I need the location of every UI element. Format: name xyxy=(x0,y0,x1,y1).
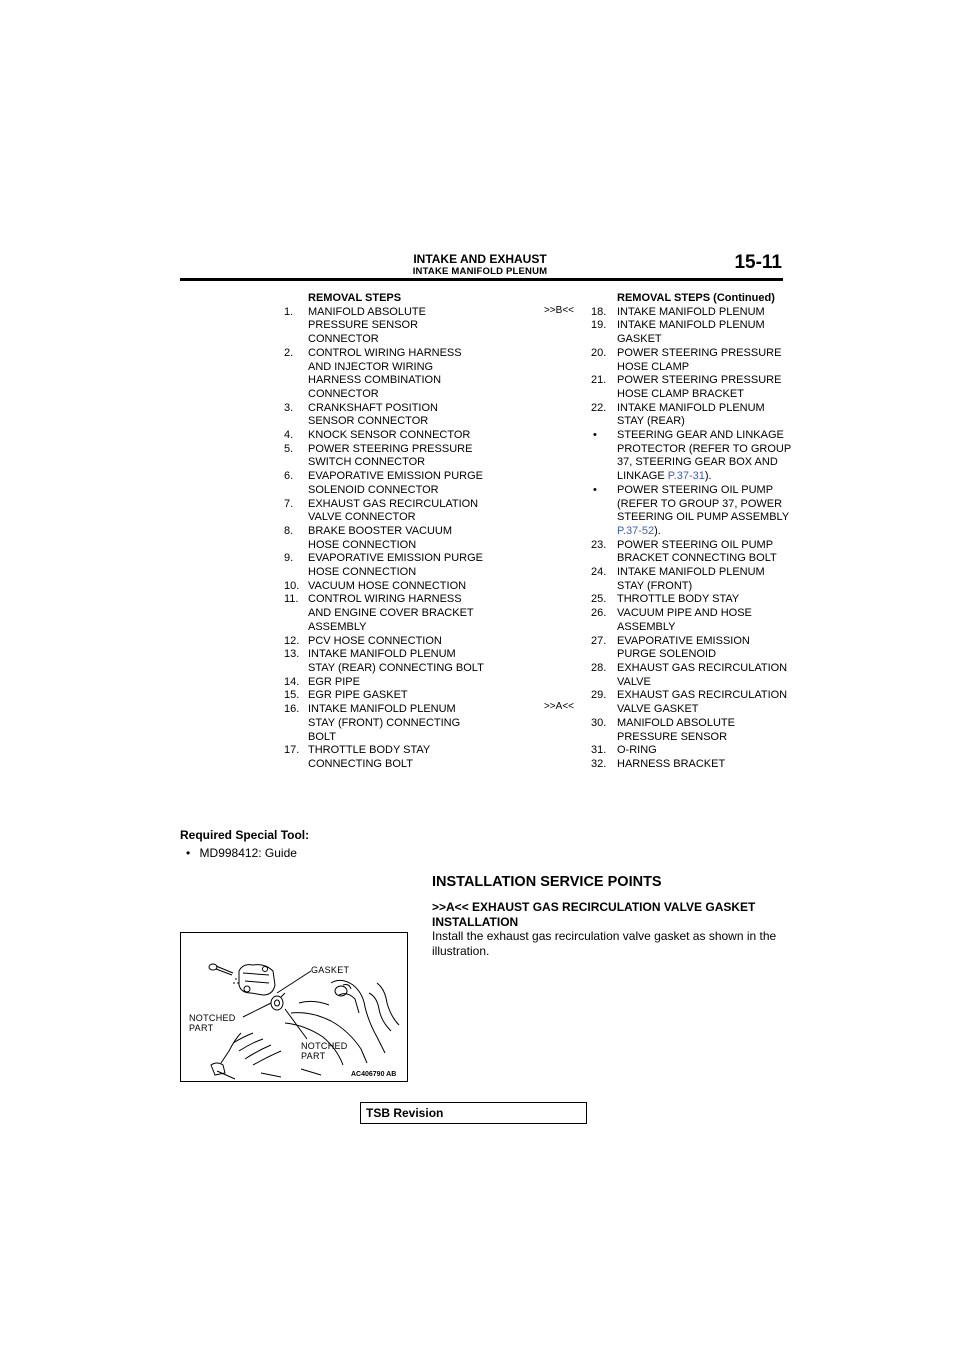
step-text xyxy=(308,593,484,634)
page-number: 15-11 xyxy=(734,252,782,273)
step-item xyxy=(284,429,484,443)
step-text-main: O-RING xyxy=(617,744,657,757)
step-text-main: CONTROL WIRING HARNESS AND ENGINE COVER BRACKET ASSEMBLY xyxy=(308,593,474,633)
step-item xyxy=(591,717,791,744)
step-item xyxy=(284,744,484,771)
step-text-main: EVAPORATIVE EMISSION PURGE SOLENOID xyxy=(617,634,750,661)
tsb-revision-box xyxy=(360,1102,587,1124)
step-text-main: EGR PIPE xyxy=(308,675,360,688)
step-item xyxy=(284,498,484,525)
step-number: 10. xyxy=(284,579,300,592)
installation-title: INSTALLATION SERVICE POINTS xyxy=(432,874,662,890)
step-item xyxy=(284,676,484,690)
step-text xyxy=(617,306,791,320)
step-text xyxy=(308,498,484,525)
step-item xyxy=(284,580,484,594)
special-tool-label: MD998412: Guide xyxy=(199,846,297,860)
step-text-main: INTAKE MANIFOLD PLENUM STAY (REAR) xyxy=(617,401,765,428)
step-number: 17. xyxy=(284,744,300,757)
step-text xyxy=(617,319,791,346)
header-rule xyxy=(180,278,783,281)
notched-part-label-1: NOTCHED PART xyxy=(189,1013,236,1033)
step-text xyxy=(308,552,484,579)
step-number: 12. xyxy=(284,634,300,647)
step-number: 18. xyxy=(591,305,607,318)
mark-a: >>A<< xyxy=(543,701,574,712)
removal-steps-continued-heading: REMOVAL STEPS (Continued) xyxy=(617,292,775,304)
step-text xyxy=(308,470,484,497)
step-text xyxy=(308,744,484,771)
step-item xyxy=(591,374,791,401)
step-item xyxy=(591,429,791,484)
step-text-main: EVAPORATIVE EMISSION PURGE SOLENOID CONNECTOR xyxy=(308,470,484,496)
step-text-main: INTAKE MANIFOLD PLENUM STAY (REAR) CONNECTING BOLT xyxy=(308,648,484,674)
step-text xyxy=(308,443,484,470)
illustration-drawing xyxy=(181,933,407,1081)
step-text-main: VACUUM PIPE AND HOSE ASSEMBLY xyxy=(617,607,752,633)
step-text xyxy=(617,374,791,401)
step-text xyxy=(308,347,484,402)
step-number: 23. xyxy=(591,538,607,551)
step-text-main: POWER STEERING PRESSURE HOSE CLAMP BRACKET xyxy=(617,374,782,400)
step-text-main: EVAPORATIVE EMISSION PURGE HOSE CONNECTION xyxy=(308,552,484,579)
step-number: 16. xyxy=(284,703,300,716)
step-text-main: POWER STEERING OIL PUMP (REFER TO GROUP 37, POWER STEERING OIL PUMP ASSEMBLY xyxy=(617,483,789,524)
step-text-main: BRAKE BOOSTER VACUUM HOSE CONNECTION xyxy=(308,524,453,551)
step-item xyxy=(284,470,484,497)
step-text-main: POWER STEERING PRESSURE SWITCH CONNECTOR xyxy=(308,442,473,469)
step-number: 14. xyxy=(284,675,300,688)
step-number: 9. xyxy=(284,552,294,565)
step-number: 31. xyxy=(591,744,607,757)
step-text xyxy=(617,689,791,716)
step-text-main: MANIFOLD ABSOLUTE PRESSURE SENSOR xyxy=(617,716,735,743)
step-item xyxy=(591,566,791,593)
step-item xyxy=(591,689,791,716)
step-text xyxy=(617,635,791,662)
step-text-main: EGR PIPE GASKET xyxy=(308,689,408,702)
step-item xyxy=(591,744,791,758)
step-text xyxy=(617,347,791,374)
step-number: 25. xyxy=(591,593,607,606)
step-text xyxy=(308,676,484,690)
step-number: 3. xyxy=(284,401,294,414)
step-item xyxy=(591,484,791,539)
step-item xyxy=(284,443,484,470)
step-item xyxy=(284,402,484,429)
step-text xyxy=(308,306,484,347)
bullet: • xyxy=(593,429,597,442)
step-text xyxy=(617,758,791,772)
step-text xyxy=(617,429,791,484)
step-number: 7. xyxy=(284,497,294,510)
step-text xyxy=(617,402,791,429)
step-number: 1. xyxy=(284,305,294,318)
installation-subtitle: >>A<< EXHAUST GAS RECIRCULATION VALVE GASKET INSTALLATION xyxy=(432,900,756,929)
step-text-main: THROTTLE BODY STAY CONNECTING BOLT xyxy=(308,744,431,770)
step-text-main: INTAKE MANIFOLD PLENUM STAY (FRONT) xyxy=(617,566,765,592)
step-number: 21. xyxy=(591,374,607,387)
step-text-main: CRANKSHAFT POSITION SENSOR CONNECTOR xyxy=(308,401,438,428)
step-item xyxy=(591,347,791,374)
step-item xyxy=(591,758,791,772)
gasket-label: GASKET xyxy=(311,965,350,975)
installation-body: Install the exhaust gas recirculation valve gasket as shown in the illustration. xyxy=(432,929,777,958)
notched-part-label-2: NOTCHED PART xyxy=(301,1041,348,1061)
step-text xyxy=(308,689,484,703)
subsection-title: INTAKE MANIFOLD PLENUM xyxy=(412,266,548,277)
step-number: 22. xyxy=(591,401,607,414)
step-text-main: EXHAUST GAS RECIRCULATION VALVE xyxy=(617,661,788,688)
step-text-main: THROTTLE BODY STAY xyxy=(617,593,740,606)
removal-steps-continued-list xyxy=(591,292,791,772)
step-text-main: EXHAUST GAS RECIRCULATION VALVE GASKET xyxy=(617,689,788,716)
step-text-tail: ). xyxy=(704,470,712,483)
step-text xyxy=(308,429,484,443)
step-number: 29. xyxy=(591,689,607,702)
section-title: INTAKE AND EXHAUST xyxy=(413,252,547,266)
bullet: • xyxy=(186,846,191,860)
step-text-main: EXHAUST GAS RECIRCULATION VALVE CONNECTOR xyxy=(308,497,479,524)
figure-id: AC406790 AB xyxy=(351,1071,397,1078)
step-number: 2. xyxy=(284,346,294,359)
step-number: 4. xyxy=(284,429,294,442)
step-text xyxy=(617,607,791,634)
step-number: 11. xyxy=(284,593,299,606)
step-number: 20. xyxy=(591,346,607,359)
step-item xyxy=(284,689,484,703)
step-item xyxy=(284,635,484,649)
step-item xyxy=(591,607,791,634)
step-text-main: STEERING GEAR AND LINKAGE PROTECTOR (REFER TO GROUP 37, STEERING GEAR BOX AND LINKAGE xyxy=(617,429,791,483)
page-reference-link[interactable]: P.37-31 xyxy=(667,470,705,483)
step-text xyxy=(308,648,484,675)
step-text xyxy=(308,402,484,429)
step-text-main: MANIFOLD ABSOLUTE PRESSURE SENSOR CONNECTOR xyxy=(308,305,426,346)
step-text xyxy=(308,703,484,744)
step-text-main: INTAKE MANIFOLD PLENUM xyxy=(617,305,765,318)
step-text-main: KNOCK SENSOR CONNECTOR xyxy=(308,429,471,442)
step-item xyxy=(284,648,484,675)
step-item xyxy=(591,319,791,346)
step-text xyxy=(617,662,791,689)
removal-steps-list xyxy=(284,292,484,772)
step-item xyxy=(284,552,484,579)
step-number: 28. xyxy=(591,661,607,674)
special-tool-heading: Required Special Tool: xyxy=(180,828,310,842)
bullet: • xyxy=(593,483,597,496)
step-text-main: INTAKE MANIFOLD PLENUM STAY (FRONT) CONNECTING BOLT xyxy=(308,703,461,743)
step-number: 32. xyxy=(591,757,607,770)
step-text xyxy=(617,744,791,758)
page-reference-link[interactable]: P.37-52 xyxy=(617,524,655,537)
step-text-main: INTAKE MANIFOLD PLENUM GASKET xyxy=(617,319,765,346)
step-number: 6. xyxy=(284,470,294,483)
step-number: 19. xyxy=(591,319,607,332)
step-text xyxy=(308,635,484,649)
step-item xyxy=(591,539,791,566)
tsb-revision-label: TSB Revision xyxy=(366,1106,444,1120)
removal-steps-heading: REMOVAL STEPS xyxy=(308,292,402,304)
step-item xyxy=(284,347,484,402)
step-item xyxy=(284,525,484,552)
step-text xyxy=(617,566,791,593)
step-text xyxy=(617,717,791,744)
step-text-main: VACUUM HOSE CONNECTION xyxy=(308,579,467,592)
step-text-tail: ). xyxy=(654,524,661,537)
step-item xyxy=(284,306,484,347)
step-text xyxy=(617,539,791,566)
step-number: 13. xyxy=(284,648,300,661)
step-text-main: POWER STEERING PRESSURE HOSE CLAMP xyxy=(617,346,782,373)
step-text xyxy=(617,484,791,539)
step-item xyxy=(284,593,484,634)
step-item xyxy=(284,703,484,744)
step-number: 24. xyxy=(591,566,607,579)
special-tool-item xyxy=(186,846,297,860)
step-item xyxy=(591,306,791,320)
step-number: 27. xyxy=(591,634,607,647)
step-text-main: PCV HOSE CONNECTION xyxy=(308,634,442,647)
step-text-main: HARNESS BRACKET xyxy=(617,757,726,770)
step-number: 30. xyxy=(591,716,607,729)
step-item xyxy=(591,635,791,662)
step-text xyxy=(617,593,791,607)
step-text xyxy=(308,580,484,594)
step-item xyxy=(591,593,791,607)
step-item xyxy=(591,402,791,429)
step-number: 8. xyxy=(284,524,294,537)
step-text xyxy=(308,525,484,552)
egr-gasket-illustration xyxy=(180,932,408,1082)
step-number: 15. xyxy=(284,689,300,702)
step-number: 26. xyxy=(591,607,607,620)
step-text-main: CONTROL WIRING HARNESS AND INJECTOR WIRING HARNESS COMBINATION CONNECTOR xyxy=(308,346,462,400)
mark-b: >>B<< xyxy=(543,305,574,316)
step-number: 5. xyxy=(284,442,294,455)
step-text-main: POWER STEERING OIL PUMP BRACKET CONNECTING BOLT xyxy=(617,538,777,565)
step-item xyxy=(591,662,791,689)
